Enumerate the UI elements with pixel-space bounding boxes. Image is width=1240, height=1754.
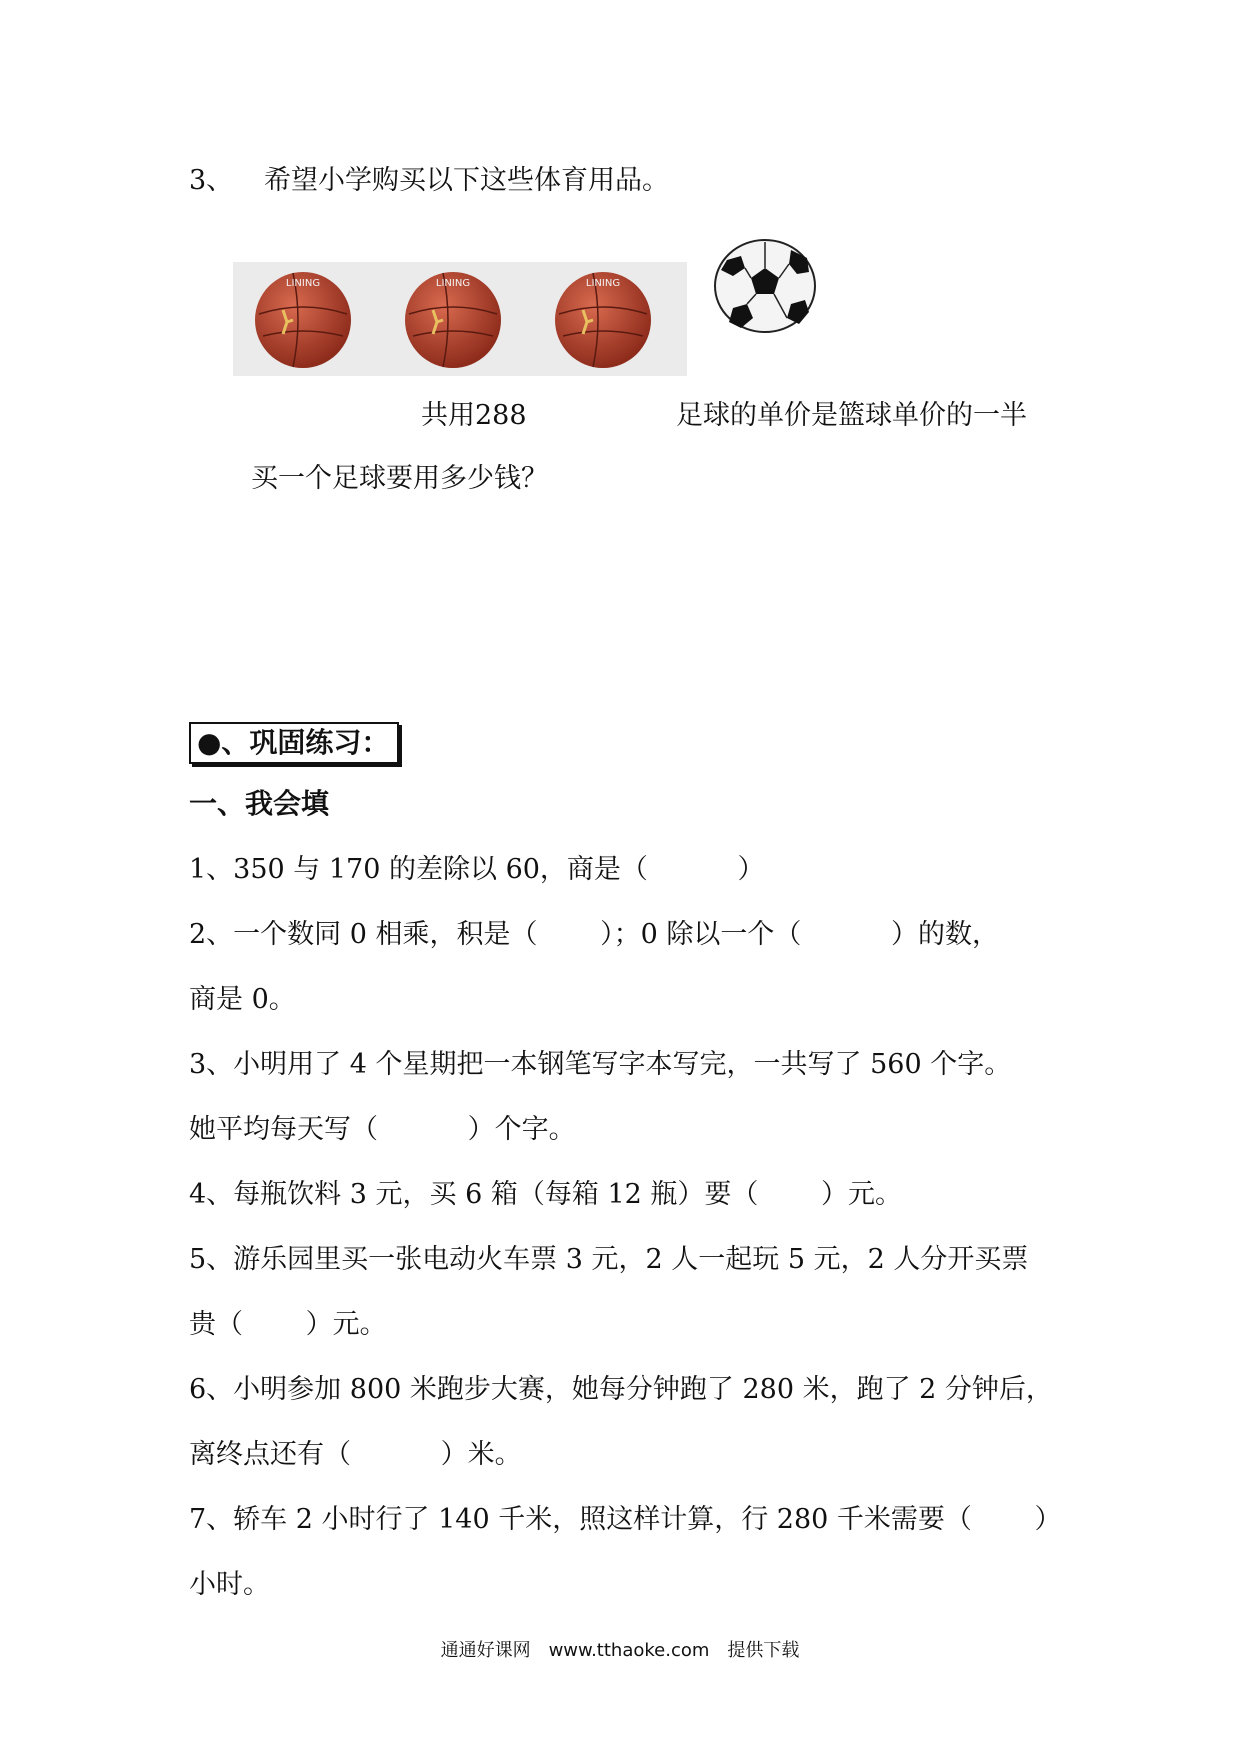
ball-brand-text: LINING: [585, 278, 621, 289]
basketball-icon: [403, 270, 503, 370]
item-line: 6、小明参加 800 米跑步大赛，她每分钟跑了 280 米，跑了 2 分钟后，: [189, 1374, 1053, 1405]
basketball-icon: [553, 270, 653, 370]
section-title: ●、巩固练习：: [197, 726, 390, 759]
problem-question: 买一个足球要用多少钱？: [251, 463, 548, 494]
item-line: 1、350 与 170 的差除以 60，商是（ ）: [189, 854, 765, 885]
item-line: 5、游乐园里买一张电动火车票 3 元，2 人一起玩 5 元，2 人分开买票: [189, 1244, 1029, 1275]
section-subtitle: 一、我会填: [189, 787, 330, 820]
page-footer: 通通好课网 www.tthaoke.com 提供下载: [440, 1640, 800, 1661]
item-line: 贵（ ）元。: [189, 1309, 387, 1340]
item-line: 离终点还有（ ）米。: [189, 1439, 522, 1470]
problem-number: 3、: [189, 165, 234, 196]
soccer-caption: 足球的单价是篮球单价的一半: [676, 400, 1027, 431]
item-line: 4、每瓶饮料 3 元，买 6 箱（每箱 12 瓶）要（ ）元。: [189, 1179, 902, 1210]
section-title-box: [189, 722, 399, 764]
basketball-caption: 共用288: [421, 400, 527, 431]
item-line: 2、一个数同 0 相乘，积是（ ）；0 除以一个（ ）的数，: [189, 919, 999, 950]
item-line: 3、小明用了 4 个星期把一本钢笔写字本写完，一共写了 560 个字。: [189, 1049, 1012, 1080]
ball-brand-text: LINING: [285, 278, 321, 289]
ball-brand-text: LINING: [435, 278, 471, 289]
basketball-icon: [253, 270, 353, 370]
item-line: 小时。: [189, 1569, 270, 1600]
basketball-photo-strip: [233, 262, 687, 376]
item-line: 7、轿车 2 小时行了 140 千米，照这样计算，行 280 千米需要（ ）: [189, 1504, 1062, 1535]
soccer-ball-icon: [713, 238, 817, 334]
problem-text: 希望小学购买以下这些体育用品。: [264, 165, 669, 196]
item-line: 她平均每天写（ ）个字。: [189, 1114, 576, 1145]
item-line: 商是 0。: [189, 984, 296, 1015]
